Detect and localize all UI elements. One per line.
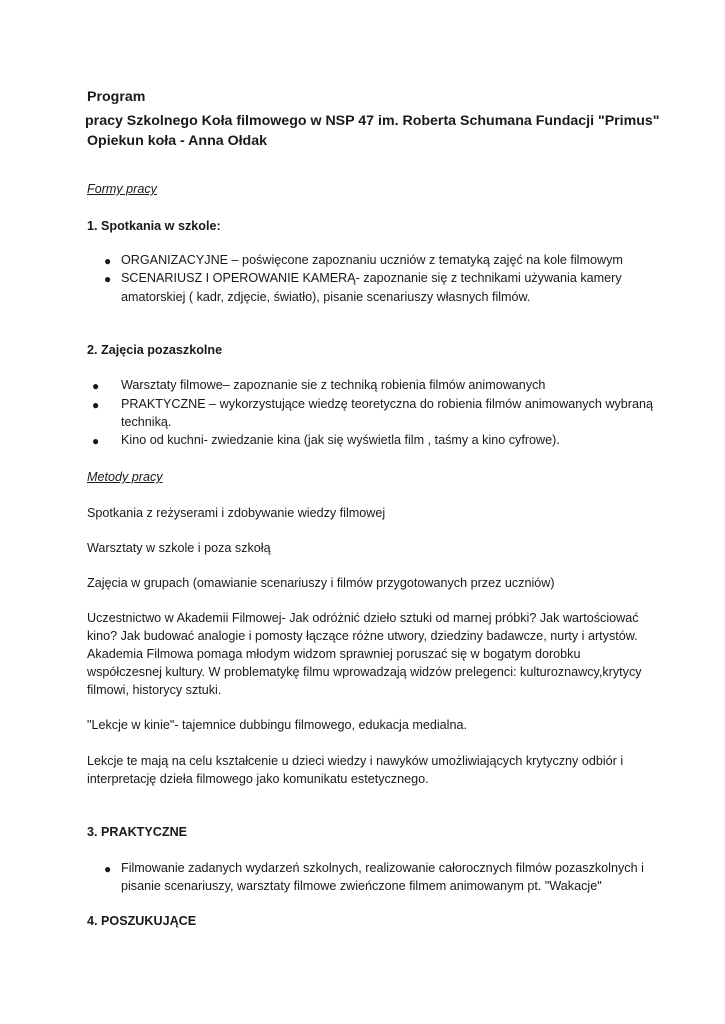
- paragraph-line: kino? Jak budować analogie i pomosty łączące różne utwory, dziedziny badawcze, nurty i artystów.: [87, 629, 638, 643]
- bullet-icon: ●: [104, 272, 112, 286]
- supervisor-line: Opiekun koła - Anna Ołdak: [87, 133, 268, 149]
- paragraph-line: interpretację dzieła filmowego jako komunikatu estetycznego.: [87, 772, 429, 786]
- paragraph-line: filmowi, historycy sztuki.: [87, 683, 222, 697]
- bullet-icon: ●: [104, 862, 112, 876]
- list-item-continuation: pisanie scenariuszy, warsztaty filmowe zwieńczone filmem animowanym pt. "Wakacje": [121, 879, 602, 893]
- list-item: SCENARIUSZ I OPEROWANIE KAMERĄ- zapoznanie się z technikami używania kamery: [121, 271, 622, 285]
- section-heading-metody: Metody pracy: [87, 470, 163, 484]
- document-subtitle: pracy Szkolnego Koła filmowego w NSP 47 im. Roberta Schumana Fundacji "Primus": [85, 113, 660, 129]
- list-item: Warsztaty filmowe– zapoznanie sie z techniką robienia filmów animowanych: [121, 378, 546, 392]
- bullet-icon: ●: [92, 379, 100, 393]
- list-item-continuation: amatorskiej ( kadr, zdjęcie, światło), pisanie scenariuszy własnych filmów.: [121, 290, 531, 304]
- section-heading-formy: Formy pracy: [87, 182, 157, 196]
- document-title: Program: [87, 89, 146, 105]
- list-item: Kino od kuchni- zwiedzanie kina (jak się wyświetla film , taśmy a kino cyfrowe).: [121, 433, 560, 447]
- paragraph-line: współczesnej kultury. W problematykę filmu wprowadzają widzów prelegenci: kulturoznawcy,krytycy: [87, 665, 642, 679]
- section1-heading: 1. Spotkania w szkole:: [87, 219, 221, 233]
- list-item: Filmowanie zadanych wydarzeń szkolnych, realizowanie całorocznych filmów pozaszkolnych i: [121, 861, 644, 875]
- section3-heading: 3. PRAKTYCZNE: [87, 825, 188, 839]
- paragraph: "Lekcje w kinie"- tajemnice dubbingu filmowego, edukacja medialna.: [87, 718, 467, 732]
- bullet-icon: ●: [104, 254, 112, 268]
- paragraph-line: Lekcje te mają na celu kształcenie u dzieci wiedzy i nawyków umożliwiających krytyczny odbiór i: [87, 754, 624, 768]
- bullet-icon: ●: [92, 434, 100, 448]
- paragraph-line: Akademia Filmowa pomaga młodym widzom sprawniej poruszać się w bogatym dorobku: [87, 647, 581, 661]
- paragraph: Zajęcia w grupach (omawianie scenariuszy i filmów przygotowanych przez uczniów): [87, 576, 555, 590]
- list-item-continuation: techniką.: [121, 415, 172, 429]
- bullet-icon: ●: [92, 398, 100, 412]
- list-item: ORGANIZACYJNE – poświęcone zapoznaniu uczniów z tematyką zajęć na kole filmowym: [121, 253, 623, 267]
- section2-heading: 2. Zajęcia pozaszkolne: [87, 343, 223, 357]
- section4-heading: 4. POSZUKUJĄCE: [87, 914, 197, 928]
- list-item: PRAKTYCZNE – wykorzystujące wiedzę teoretyczna do robienia filmów animowanych wybraną: [121, 397, 653, 411]
- paragraph-line: Uczestnictwo w Akademii Filmowej- Jak odróżnić dzieło sztuki od marnej próbki? Jak wartościować: [87, 611, 639, 625]
- paragraph: Spotkania z reżyserami i zdobywanie wiedzy filmowej: [87, 506, 386, 520]
- paragraph: Warsztaty w szkole i poza szkołą: [87, 541, 271, 555]
